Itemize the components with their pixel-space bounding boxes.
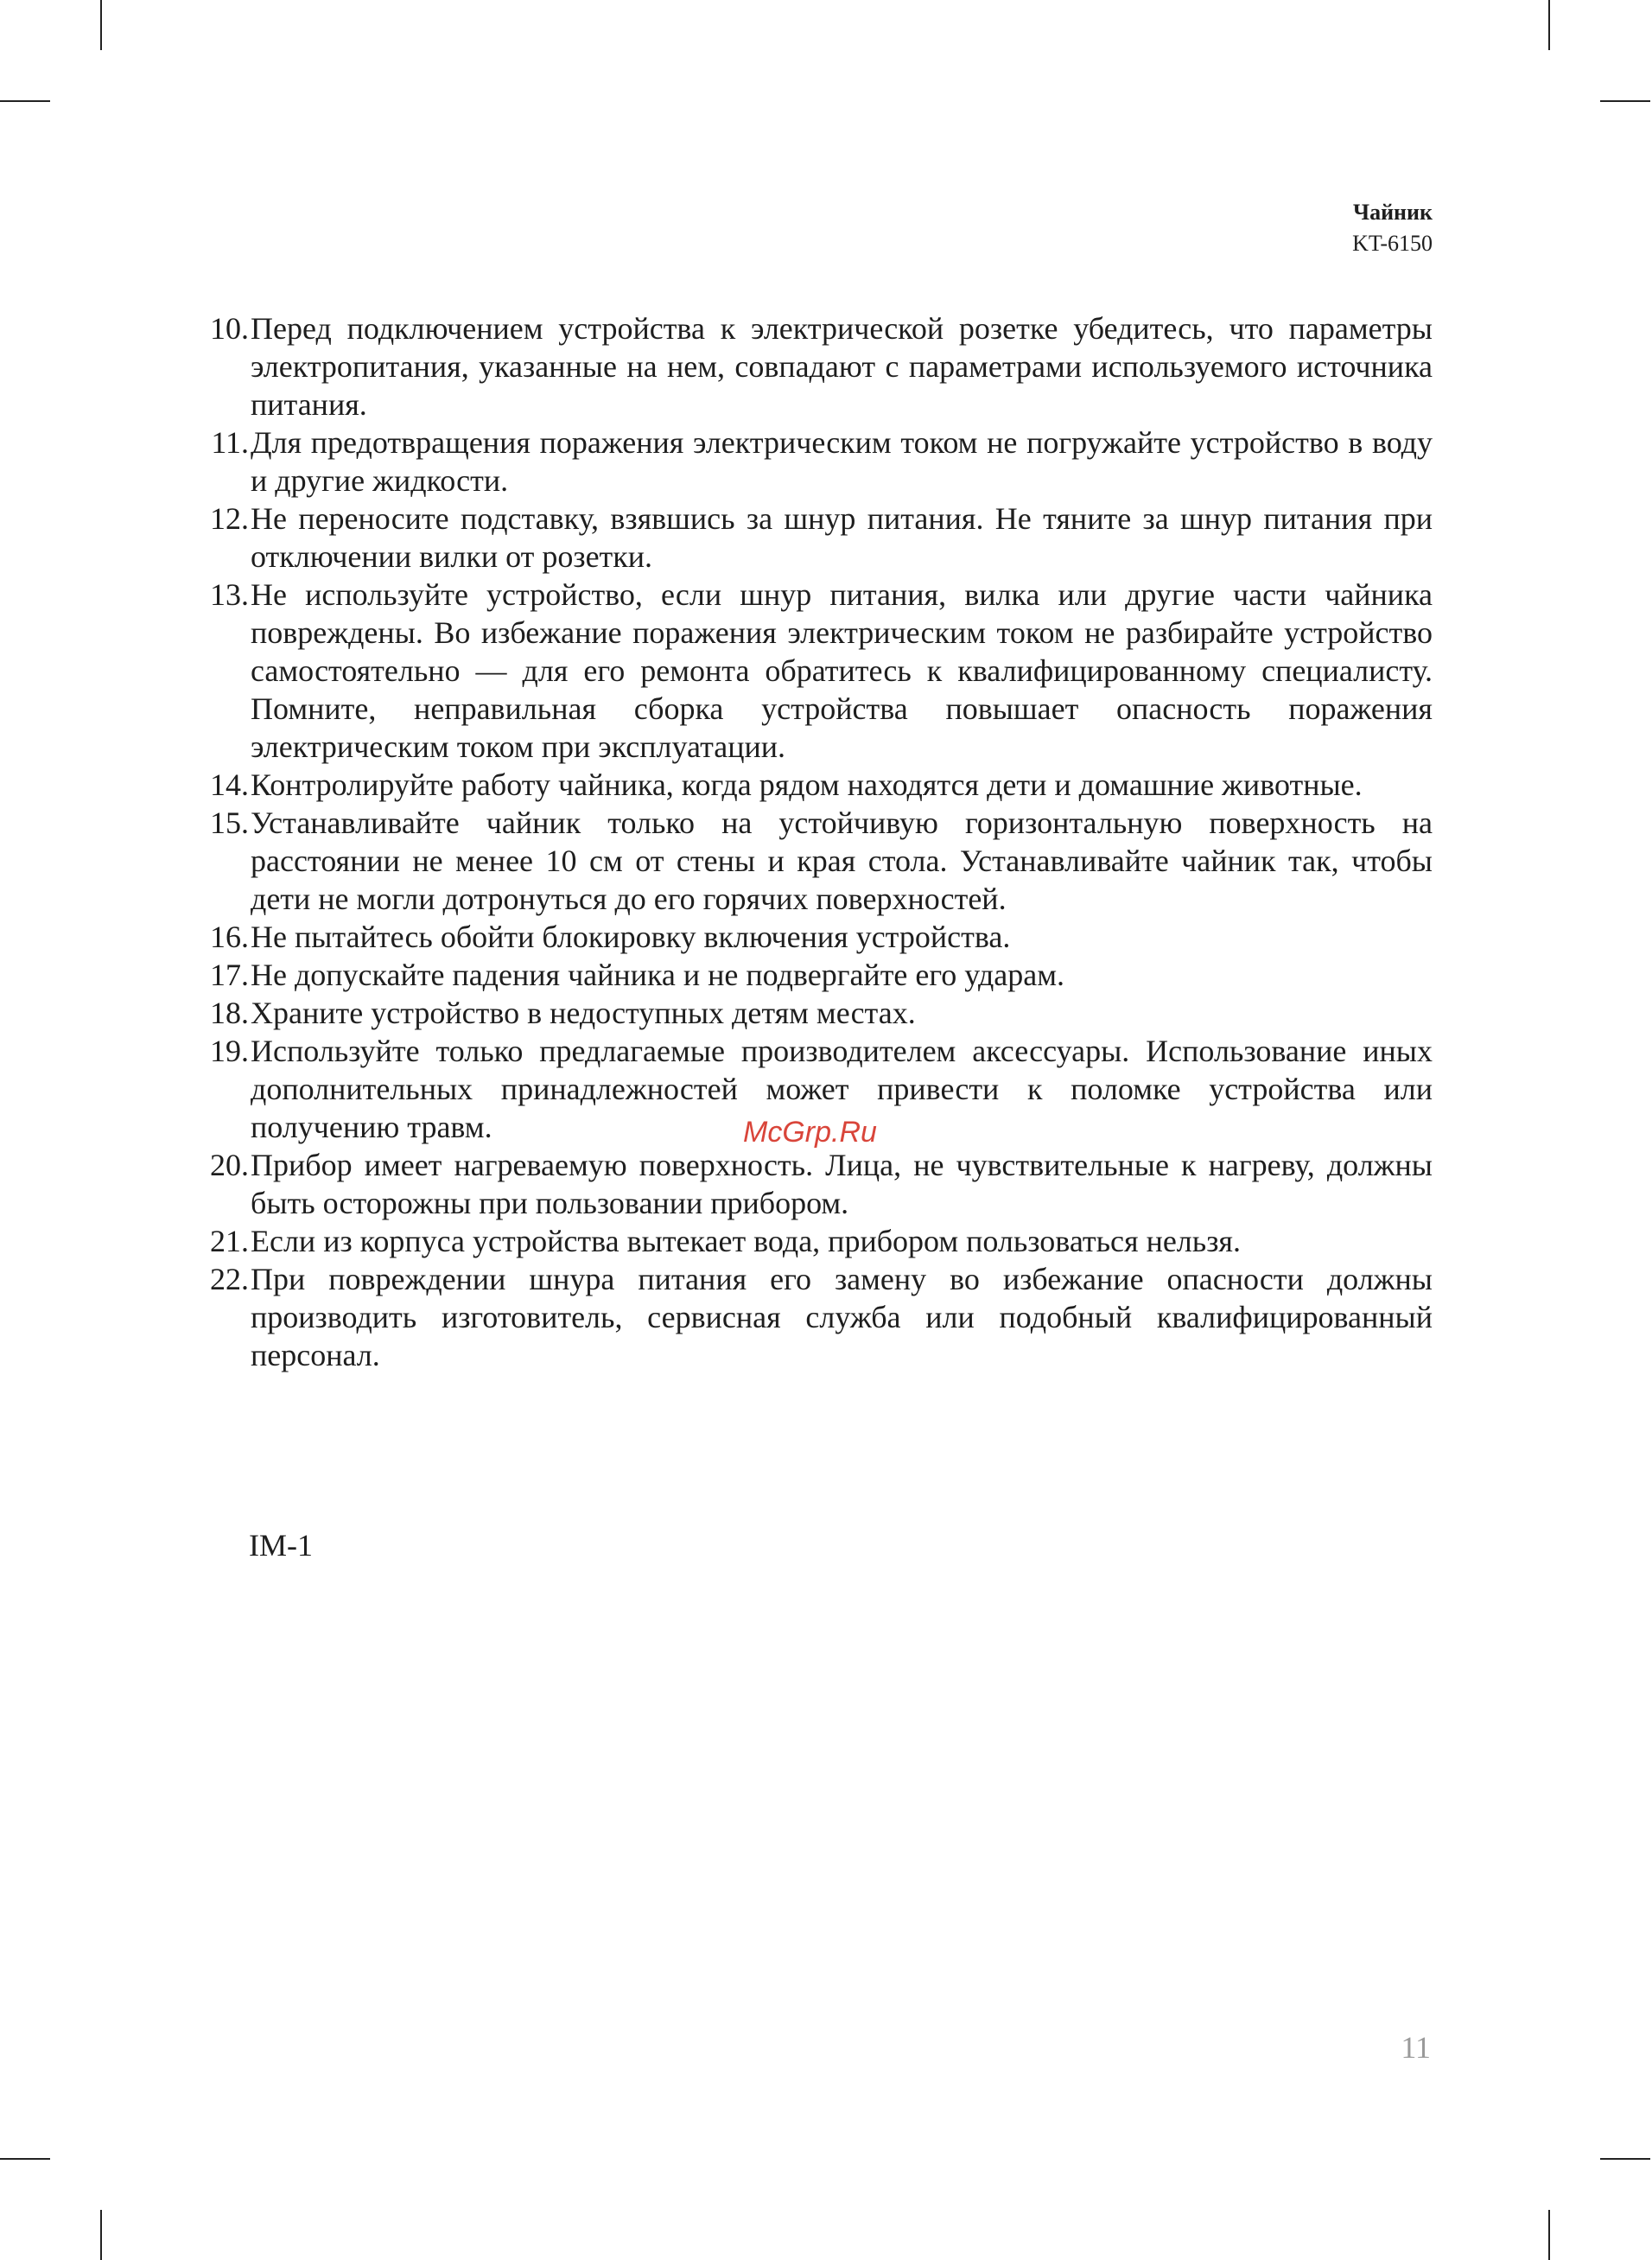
crop-mark bbox=[1548, 0, 1550, 50]
item-text: Контролируйте работу чайника, когда рядом находятся дети и домашние животные. bbox=[251, 767, 1363, 802]
item-text: Не переносите подставку, взявшись за шнур питания. Не тяните за шнур питания при отключении вилки от розетки. bbox=[251, 501, 1433, 574]
item-number: 18. bbox=[210, 996, 249, 1030]
list-item bbox=[195, 918, 1433, 956]
item-number: 14. bbox=[210, 767, 249, 802]
crop-mark bbox=[1600, 100, 1650, 102]
list-item bbox=[195, 994, 1433, 1032]
item-number: 13. bbox=[210, 577, 249, 612]
item-text: Храните устройство в недоступных детям местах. bbox=[251, 996, 916, 1030]
item-number: 12. bbox=[210, 501, 249, 536]
list-item bbox=[195, 956, 1433, 994]
safety-instructions-list bbox=[195, 309, 1433, 1374]
crop-mark bbox=[0, 100, 50, 102]
item-text: Не пытайтесь обойти блокировку включения устройства. bbox=[251, 920, 1011, 954]
item-text: Не используйте устройство, если шнур питания, вилка или другие части чайника повреждены. Во избежание поражения электрическим током не разбирайте устройство самостоятельно — для его ремонта обратитесь к квалифицированному специалисту. Помните, неправильная сборка устройства повышает опасность поражения электрическим током при эксплуатации. bbox=[251, 577, 1433, 764]
item-number: 16. bbox=[210, 920, 249, 954]
product-model: KT-6150 bbox=[1352, 231, 1433, 256]
item-text: Используйте только предлагаемые производителем аксессуары. Использование иных дополнительных принадлежностей может привести к поломке устройства или получению травм. bbox=[251, 1034, 1433, 1144]
item-number: 22. bbox=[210, 1262, 249, 1296]
item-number: 17. bbox=[210, 958, 249, 992]
crop-mark bbox=[1600, 2158, 1650, 2160]
page-number: 11 bbox=[1401, 2030, 1431, 2065]
list-item bbox=[195, 576, 1433, 766]
item-text: Прибор имеет нагреваемую поверхность. Лица, не чувствительные к нагреву, должны быть осторожны при пользовании прибором. bbox=[251, 1148, 1433, 1220]
item-number: 19. bbox=[210, 1034, 249, 1068]
list-item bbox=[195, 309, 1433, 423]
item-text: Перед подключением устройства к электрической розетке убедитесь, что параметры электропитания, указанные на нем, совпадают с параметрами используемого источника питания. bbox=[251, 311, 1433, 422]
watermark: McGrp.Ru bbox=[743, 1116, 877, 1149]
list-item bbox=[195, 804, 1433, 918]
item-text: Если из корпуса устройства вытекает вода, прибором пользоваться нельзя. bbox=[251, 1224, 1241, 1258]
item-text: При повреждении шнура питания его замену во избежание опасности должны производить изготовитель, сервисная служба или подобный квалифицированный персонал. bbox=[251, 1262, 1433, 1372]
item-number: 21. bbox=[210, 1224, 249, 1258]
document-code: IM-1 bbox=[249, 1528, 313, 1563]
item-text: Устанавливайте чайник только на устойчивую горизонтальную поверхность на расстоянии не менее 10 см от стены и края стола. Устанавливайте чайник так, чтобы дети не могли дотронуться до его горячих поверхностей. bbox=[251, 805, 1433, 916]
crop-mark bbox=[1548, 2210, 1550, 2260]
crop-mark bbox=[100, 2210, 102, 2260]
item-number: 15. bbox=[210, 805, 249, 840]
item-number: 11. bbox=[211, 425, 249, 460]
crop-mark bbox=[100, 0, 102, 50]
list-item bbox=[195, 766, 1433, 804]
list-item bbox=[195, 1260, 1433, 1374]
item-number: 20. bbox=[210, 1148, 249, 1182]
item-text: Не допускайте падения чайника и не подвергайте его ударам. bbox=[251, 958, 1065, 992]
list-item bbox=[195, 1222, 1433, 1260]
page-header bbox=[1352, 197, 1433, 259]
item-text: Для предотвращения поражения электрическим током не погружайте устройство в воду и другие жидкости. bbox=[251, 425, 1433, 498]
item-number: 10. bbox=[210, 311, 249, 346]
crop-mark bbox=[0, 2158, 50, 2160]
list-item bbox=[195, 1146, 1433, 1222]
list-item bbox=[195, 500, 1433, 576]
list-item bbox=[195, 423, 1433, 500]
product-title: Чайник bbox=[1352, 200, 1433, 225]
